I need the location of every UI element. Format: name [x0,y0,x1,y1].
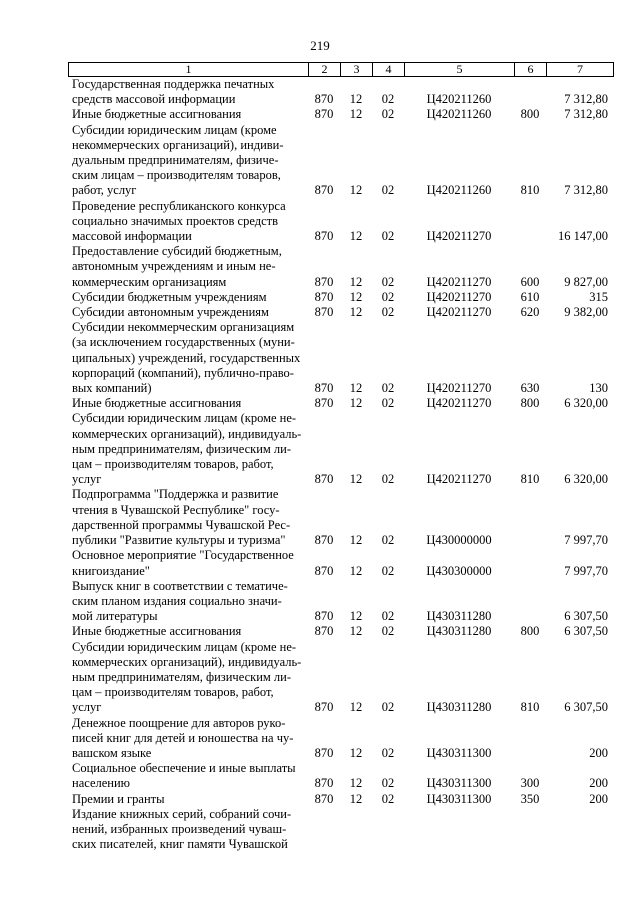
row-name [68,792,308,807]
cell-col-3: 12 [349,776,363,791]
cell-col-5: Ц420211270 [426,274,492,289]
table-row [68,548,612,578]
cell-col-2: 870 [314,107,334,122]
cell-col-6: 810 [520,700,540,715]
row-name-line: писей книг для детей и юношества на чу- [72,730,294,745]
cell-col-4: 02 [381,776,395,791]
row-name-line: цам – производителям товаров, работ, [72,685,274,700]
row-name-line: ным предпринимателям, физическим ли- [72,669,292,684]
cell-col-4: 02 [381,305,395,320]
table-row [68,716,612,762]
cell-col-2: 870 [314,289,334,304]
header-col-7: 7 [577,62,583,76]
cell-col-6: 350 [520,791,540,806]
cell-col-5: Ц430311300 [426,745,492,760]
table-row [68,624,612,639]
cell-col-7: 200 [589,776,608,791]
table-row [68,761,612,791]
row-name-line: Субсидии некоммерческим организациям [72,320,295,335]
cell-col-2: 870 [314,776,334,791]
cell-col-2: 870 [314,791,334,806]
row-name-line: ным предпринимателям, физическим ли- [72,441,292,456]
cell-col-5: Ц430311300 [426,791,492,806]
header-col-4: 4 [373,63,405,76]
cell-col-4: 02 [381,274,395,289]
row-name-line: ским планом издания социально значи- [72,593,282,608]
row-name [68,640,308,716]
table-row [68,320,612,396]
row-name [68,761,308,791]
cell-col-6: 800 [520,624,540,639]
cell-col-5: Ц430311300 [426,776,492,791]
row-name-line: Субсидии автономным учреждениям [72,305,269,320]
cell-col-4: 02 [381,381,395,396]
table-row [68,396,612,411]
cell-col-3: 12 [349,381,363,396]
table-row [68,579,612,625]
cell-col-3: 12 [349,274,363,289]
cell-col-5: Ц420211270 [426,396,492,411]
row-name-line: услуг [72,472,102,487]
cell-col-4: 02 [381,229,395,244]
cell-col-4: 02 [381,700,395,715]
cell-col-2: 870 [314,745,334,760]
row-name-line: средств массовой информации [72,92,236,107]
cell-col-2: 870 [314,381,334,396]
row-name-line: Субсидии юридическим лицам (кроме [72,122,277,137]
row-name [68,807,308,853]
cell-col-7: 9 827,00 [564,274,608,289]
cell-col-4: 02 [381,472,395,487]
cell-col-7: 6 307,50 [564,609,608,624]
cell-col-3: 12 [349,700,363,715]
row-name-line: Выпуск книг в соответствии с тематиче- [72,578,288,593]
cell-col-3: 12 [349,533,363,548]
cell-col-2: 870 [314,229,334,244]
row-name-line: вых компаний) [72,381,152,396]
row-name-line: Иные бюджетные ассигнования [72,624,242,639]
row-name-line: услуг [72,700,102,715]
table-row [68,792,612,807]
row-name-line: массовой информации [72,229,192,244]
cell-col-2: 870 [314,305,334,320]
row-name-line: мой литературы [72,609,158,624]
cell-col-3: 12 [349,396,363,411]
table-row [68,244,612,290]
cell-col-5: Ц420211260 [426,183,492,198]
cell-col-5: Ц430000000 [426,533,492,548]
cell-col-2: 870 [314,609,334,624]
table-row [68,807,612,853]
table-body [68,77,612,852]
cell-col-6: 610 [520,289,540,304]
cell-col-4: 02 [381,92,395,107]
row-name [68,305,308,320]
cell-col-3: 12 [349,563,363,578]
row-name-line: Субсидии юридическим лицам (кроме не- [72,411,297,426]
header-col-6: 6 [515,63,547,76]
table-row [68,487,612,548]
row-name-line: Издание книжных серий, собраний сочи- [72,806,292,821]
cell-col-5: Ц430311280 [426,624,492,639]
cell-col-2: 870 [314,92,334,107]
cell-col-7: 6 307,50 [564,624,608,639]
row-name-line: Иные бюджетные ассигнования [72,107,242,122]
row-name-line: коммерческим организациям [72,274,227,289]
row-name-line: коммерческих организаций), индивидуаль- [72,654,302,669]
row-name-line: книгоиздание" [72,563,150,578]
cell-col-7: 6 320,00 [564,396,608,411]
cell-col-4: 02 [381,183,395,198]
cell-col-5: Ц430300000 [426,563,492,578]
row-name-line: коммерческих организаций), индивидуаль- [72,426,302,441]
cell-col-5: Ц420211260 [426,92,492,107]
cell-col-7: 6 307,50 [564,700,608,715]
table-row [68,123,612,199]
row-name-line: Социальное обеспечение и иные выплаты [72,761,296,776]
row-name-line: населению [72,776,130,791]
cell-col-7: 16 147,00 [558,229,608,244]
cell-col-7: 6 320,00 [564,472,608,487]
cell-col-2: 870 [314,183,334,198]
row-name [68,548,308,578]
cell-col-4: 02 [381,624,395,639]
row-name [68,244,308,290]
table-row [68,107,612,122]
row-name-line: Предоставление субсидий бюджетным, [72,244,282,259]
cell-col-7: 7 997,70 [564,533,608,548]
table-header [68,62,614,77]
cell-col-6: 600 [520,274,540,289]
cell-col-5: Ц420211270 [426,381,492,396]
cell-col-5: Ц430311280 [426,609,492,624]
cell-col-6: 810 [520,472,540,487]
row-name-line: дуальным предпринимателям, физиче- [72,153,279,168]
cell-col-3: 12 [349,305,363,320]
cell-col-2: 870 [314,700,334,715]
row-name-line: автономным учреждениям и иным не- [72,259,276,274]
cell-col-3: 12 [349,92,363,107]
header-col-5: 5 [405,63,515,76]
row-name-line: ципальных) учреждений, государственных [72,350,301,365]
cell-col-7: 7 997,70 [564,563,608,578]
cell-col-2: 870 [314,472,334,487]
header-col-3: 3 [341,63,373,76]
cell-col-2: 870 [314,396,334,411]
row-name [68,290,308,305]
cell-col-4: 02 [381,533,395,548]
cell-col-2: 870 [314,563,334,578]
cell-col-4: 02 [381,609,395,624]
row-name-line: публики "Развитие культуры и туризма" [72,533,286,548]
row-name [68,624,308,639]
row-name [68,487,308,548]
cell-col-7: 9 382,00 [564,305,608,320]
row-name [68,320,308,396]
row-name [68,107,308,122]
table-row [68,411,612,487]
cell-col-3: 12 [349,609,363,624]
row-name-line: Иные бюджетные ассигнования [72,396,242,411]
cell-col-4: 02 [381,791,395,806]
table-row [68,640,612,716]
row-name-line: Подпрограмма "Поддержка и развитие [72,487,279,502]
cell-col-4: 02 [381,563,395,578]
row-name-line: социально значимых проектов средств [72,213,278,228]
row-name [68,411,308,487]
row-name-line: некоммерческих организаций), индиви- [72,137,284,152]
cell-col-7: 200 [589,791,608,806]
cell-col-2: 870 [314,274,334,289]
row-name-line: Премии и гранты [72,791,165,806]
row-name [68,199,308,245]
cell-col-5: Ц430311280 [426,700,492,715]
row-name-line: ских писателей, книг памяти Чувашской [72,837,288,852]
row-name-line: цам – производителям товаров, работ, [72,457,274,472]
row-name [68,77,308,107]
cell-col-6: 620 [520,305,540,320]
cell-col-3: 12 [349,745,363,760]
cell-col-3: 12 [349,289,363,304]
cell-col-6: 800 [520,396,540,411]
row-name [68,716,308,762]
table-row [68,305,612,320]
row-name-line: Государственная поддержка печатных [72,77,275,91]
cell-col-5: Ц420211260 [426,107,492,122]
cell-col-6: 300 [520,776,540,791]
row-name [68,396,308,411]
cell-col-3: 12 [349,472,363,487]
cell-col-7: 315 [589,289,608,304]
table-row [68,77,612,107]
cell-col-7: 7 312,80 [564,107,608,122]
cell-col-3: 12 [349,791,363,806]
cell-col-2: 870 [314,533,334,548]
row-name-line: Проведение республиканского конкурса [72,198,286,213]
table-row [68,199,612,245]
cell-col-6: 800 [520,107,540,122]
row-name-line: дарственной программы Чувашской Рес- [72,517,291,532]
row-name-line: Субсидии бюджетным учреждениям [72,289,267,304]
row-name-line: Основное мероприятие "Государственное [72,548,294,563]
table-row [68,290,612,305]
cell-col-5: Ц420211270 [426,289,492,304]
cell-col-5: Ц420211270 [426,305,492,320]
cell-col-3: 12 [349,107,363,122]
cell-col-4: 02 [381,396,395,411]
row-name-line: (за исключением государственных (муни- [72,335,295,350]
page-number: 219 [310,38,330,53]
row-name-line: Субсидии юридическим лицам (кроме не- [72,639,297,654]
row-name [68,579,308,625]
cell-col-4: 02 [381,289,395,304]
row-name-line: ским лицам – производителям товаров, [72,168,281,183]
row-name-line: нений, избранных произведений чуваш- [72,821,287,836]
cell-col-7: 7 312,80 [564,92,608,107]
cell-col-7: 200 [589,745,608,760]
cell-col-3: 12 [349,229,363,244]
header-col-2: 2 [309,63,341,76]
cell-col-6: 630 [520,381,540,396]
cell-col-7: 130 [589,381,608,396]
cell-col-5: Ц420211270 [426,229,492,244]
cell-col-4: 02 [381,107,395,122]
cell-col-3: 12 [349,183,363,198]
row-name-line: корпораций (компаний), публично-право- [72,365,294,380]
row-name-line: Денежное поощрение для авторов руко- [72,715,286,730]
row-name-line: чтения в Чувашской Республике" госу- [72,502,280,517]
row-name [68,123,308,199]
header-col-1: 1 [69,63,309,76]
cell-col-2: 870 [314,624,334,639]
row-name-line: работ, услуг [72,183,137,198]
cell-col-6: 810 [520,183,540,198]
cell-col-3: 12 [349,624,363,639]
cell-col-7: 7 312,80 [564,183,608,198]
cell-col-4: 02 [381,745,395,760]
cell-col-5: Ц420211270 [426,472,492,487]
row-name-line: вашском языке [72,745,152,760]
